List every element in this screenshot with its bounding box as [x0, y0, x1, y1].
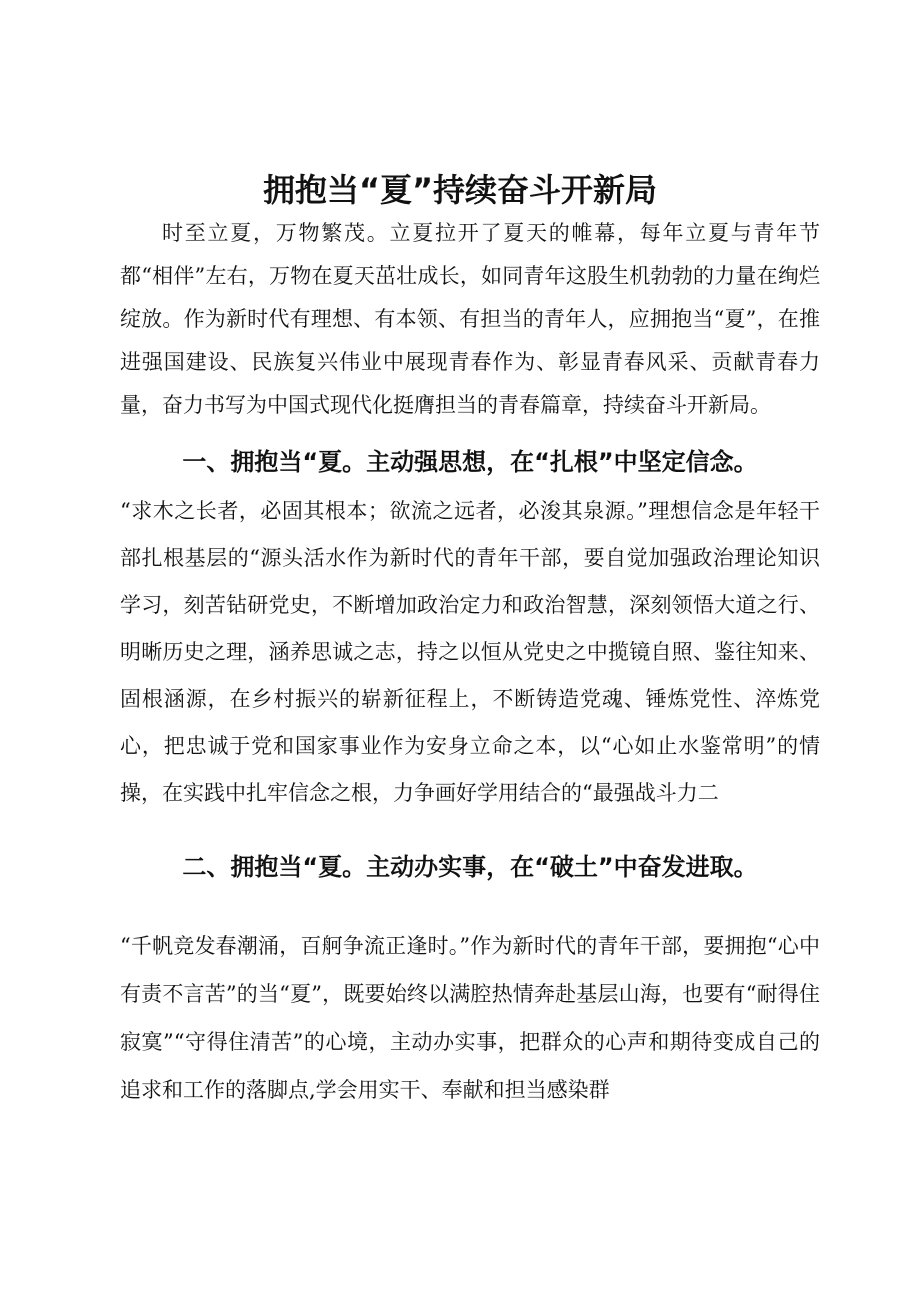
section-1-heading: 一、拥抱当“夏。主动强思想，在“扎根”中坚定信念。 [182, 448, 758, 476]
intro-paragraph: 时至立夏，万物繁茂。立夏拉开了夏天的帷幕，每年立夏与青年节都“相伴”左右，万物在夏天茁壮成长，如同青年这股生机勃勃的力量在绚烂绽放。作为新时代有理想、有本领、有担当的青年人，应拥抱当“夏”，在推进强国建设、民族复兴伟业中展现青春作为、彰显青春风采、贡献青春力量，奋力书写为中国式现代化挺膺担当的青春篇章，持续奋斗开新局。 [120, 221, 820, 417]
section-2-body: “千帆竞发春潮涌，百舸争流正逢时。”作为新时代的青年干部，要拥抱“心中有责不言苦”的当“夏”，既要始终以满腔热情奔赴基层山海，也要有“耐得住寂寞”“守得住清苦”的心境，主动办实事，把群众的心声和期待变成自己的追求和工作的落脚点,学会用实干、奉献和担当感染群 [120, 934, 820, 1102]
section-1-body: “求木之长者，必固其根本；欲流之远者，必浚其泉源。”理想信念是年轻干部扎根基层的“源头活水作为新时代的青年干部，要自觉加强政治理论知识学习，刻苦钻研党史，不断增加政治定力和政治智慧，深刻领悟大道之行、明晰历史之理，涵养思诚之志，持之以恒从党史之中揽镜自照、鉴往知来、固根涵源，在乡村振兴的崭新征程上，不断铸造党魂、锤炼党性、淬炼党心，把忠诚于党和国家事业作为安身立命之本，以“心如止水鉴常明”的情操，在实践中扎牢信念之根，力争画好学用结合的“最强战斗力二 [120, 499, 820, 805]
document-title: 拥抱当“夏”持续奋斗开新局 [262, 171, 658, 209]
section-2-heading: 二、拥抱当“夏。主动办实事，在“破土”中奋发进取。 [182, 853, 758, 881]
